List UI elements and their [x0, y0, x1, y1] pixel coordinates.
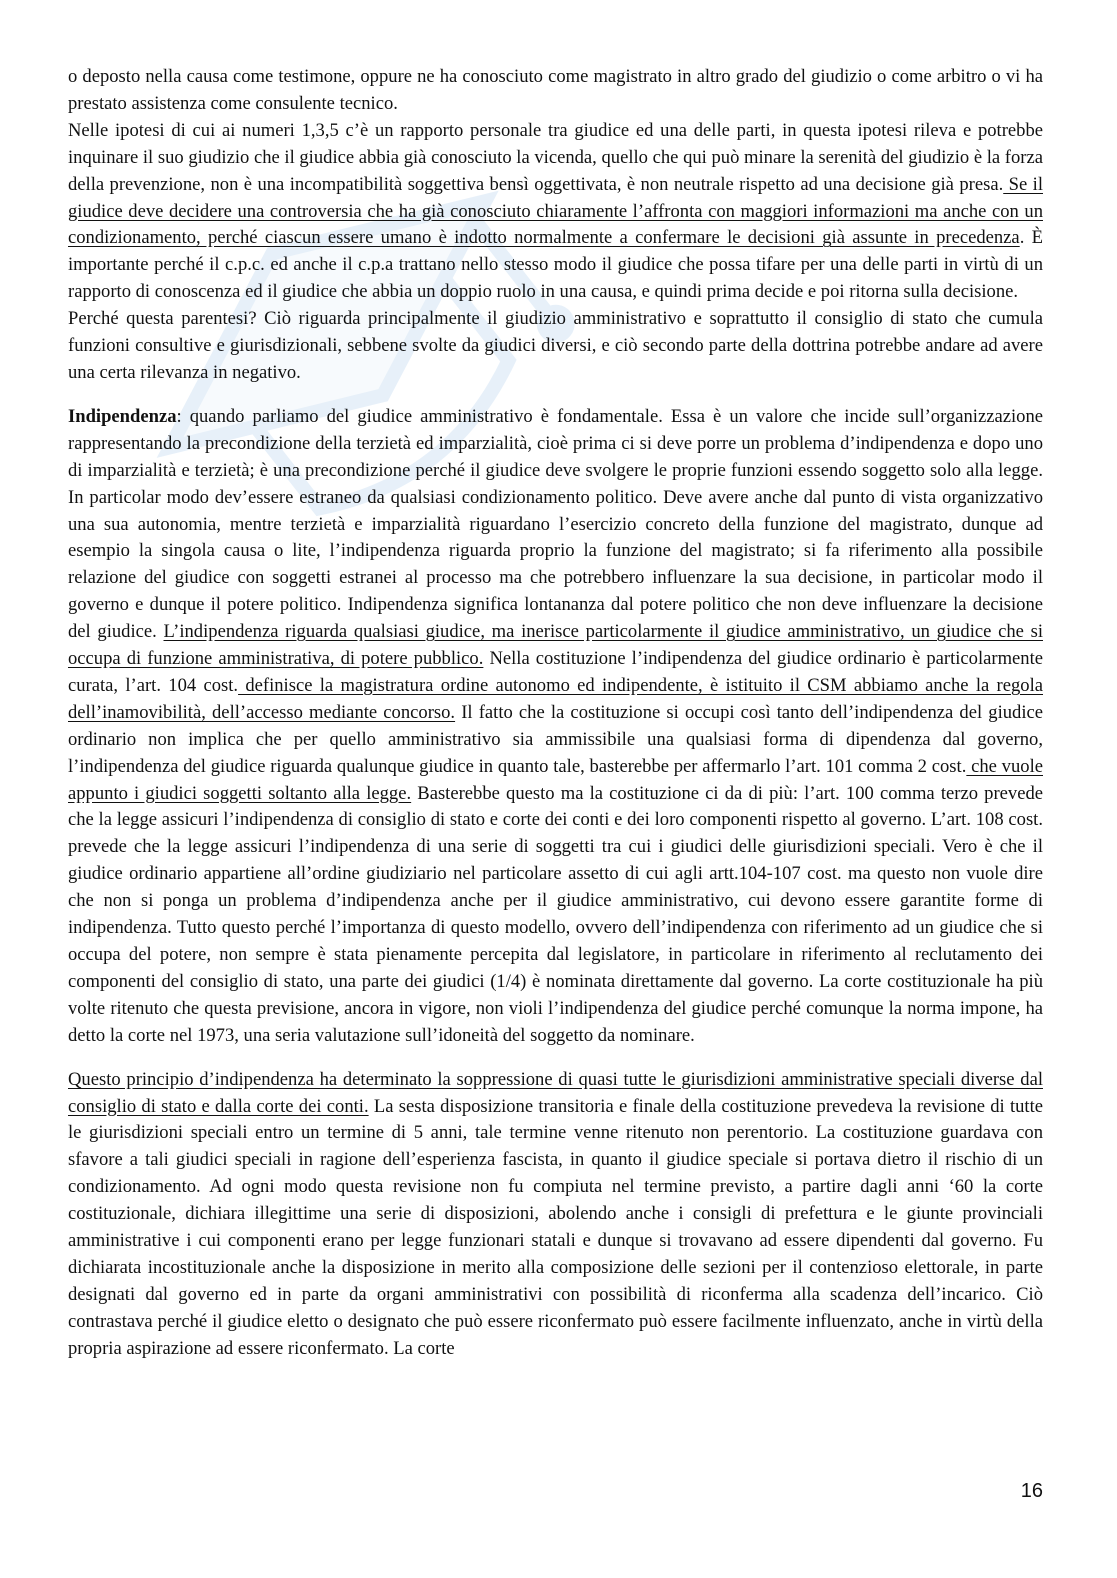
body-text: La sesta disposizione transitoria e finale della costituzione prevedeva la revisione di tutte le giurisdizioni speciali entro un termine di 5 anni, tale termine venne ritenuto non perentorio. La costituzione guardava con sfavore a tali giudici speciali in ragione dell’esperienza fascista, in quanto il giudice speciale si portava dietro il rischio di un condizionamento. Ad ogni modo questa revisione non fu compiuta nel termine previsto, a partire dagli anni ‘60 la corte costituzionale, dichiara illegittime una serie di disposizioni, abolendo anche i consigli di prefettura e le giunte provinciali amministrative i cui componenti erano per legge funzionari statali e dunque si trovavano ad essere dipendenti dal governo. Fu dichiarata incostituzionale anche la disposizione in merito alla composizione delle sezioni per il contenzioso elettorale, in parte designati dal governo ed in parte da organi amministrativi con possibilità di riconferma alla scadenza dell’incarico. Ciò contrastava perché il giudice eletto o designato che può essere riconfermato può essere facilmente influenzato, anche in virtù della propria aspirazione ad essere riconfermato. La corte: [68, 1095, 1044, 1359]
body-text: Perché questa parentesi? Ciò riguarda principalmente il giudizio amministrativo e soprattutto il consiglio di stato che cumula funzioni consultive e giurisdizionali, sebbene svolte da giudici diversi, e ciò secondo parte della dottrina potrebbe andare ad avere una certa rilevanza in negativo.: [68, 308, 1043, 383]
paragraph: [68, 1067, 1043, 1363]
paragraph: [68, 64, 1043, 118]
paragraph: [68, 306, 1043, 387]
body-text: : quando parliamo del giudice amministrativo è fondamentale. Essa è un valore che incide sull’organizzazione rappresentando la precondizione della terzietà ed imparzialità, cioè prima ci si deve porre un problema d’indipendenza e dopo uno di imparzialità e terzietà; è una precondizione perché il giudice deve svolgere le proprie funzioni essendo soggetto solo alla legge. In particolar modo dev’essere estraneo da qualsiasi condizionamento politico. Deve avere anche dal punto di vista organizzativo una sua autonomia, mentre terzietà e imparzialità riguardano l’esercizio concreto della funzione del magistrato, dunque ad esempio la singola causa o lite, l’indipendenza riguarda proprio la funzione del magistrato; si fa riferimento alla possibile relazione del giudice con soggetti estranei al processo ma che potrebbero influenzare la sua decisione, in particolar modo il governo e dunque il potere politico. Indipendenza significa lontananza dal potere politico che non deve influenzare la decisione del giudice.: [68, 405, 1043, 643]
body-text: . È importante perché il c.p.c. ed anche il c.p.a trattano nello stesso modo il giudice che possa tifare per una delle parti in virtù di un rapporto di conoscenza ed il giudice che abbia un doppio ruolo in una causa, e quindi prima decide e poi ritorna sulla decisione.: [68, 227, 1044, 303]
page-number: 16: [1020, 1480, 1043, 1502]
underlined-text: Se il giudice deve decidere una controversia che ha già conosciuto chiaramente l’affronta con maggiori informazioni ma anche con un condizionamento, perché ciascun essere umano è indotto normalmente a confermare le decisioni già assunte in precedenza: [68, 173, 1043, 249]
body-text: Nella costituzione l’indipendenza del giudice ordinario è particolarmente curata, l’art. 104 cost.: [68, 648, 1043, 696]
bold-heading-text: Indipendenza: [68, 405, 177, 427]
paragraph: [68, 404, 1043, 1050]
document-body: [68, 64, 1043, 1363]
underlined-text: L’indipendenza riguarda qualsiasi giudice, ma inerisce particolarmente il giudice amministrativo, un giudice che si occupa di funzione amministrativa, di potere pubblico.: [68, 621, 1043, 670]
body-text: Nelle ipotesi di cui ai numeri 1,3,5 c’è un rapporto personale tra giudice ed una delle parti, in questa ipotesi rileva e potrebbe inquinare il suo giudizio che il giudice abbia già conosciuto la vicenda, quello che qui può minare la serenità del giudizio è la forza della prevenzione, non è una incompatibilità soggettiva bensì oggettivata, è non neutrale rispetto ad una decisione già presa.: [68, 119, 1043, 195]
paragraph: [68, 118, 1043, 306]
body-text: o deposto nella causa come testimone, oppure ne ha conosciuto come magistrato in altro grado del giudizio o come arbitro o vi ha prestato assistenza come consulente tecnico.: [68, 66, 1043, 114]
underlined-text: che vuole appunto i giudici soggetti soltanto alla legge.: [68, 755, 1043, 804]
body-text: Basterebbe questo ma la costituzione ci da di più: l’art. 100 comma terzo prevede che la legge assicuri l’indipendenza di consiglio di stato e corte dei conti e dei loro componenti rispetto al governo. L’art. 108 cost. prevede che la legge assicuri l’indipendenza di una serie di soggetti tra cui i giudici delle giurisdizioni speciali. Vero è che il giudice ordinario appartiene all’ordine giudiziario nel particolare assetto di cui agli artt.104-107 cost. ma questo non vuole dire che non si ponga un problema d’indipendenza anche per il giudice amministrativo, cui devono essere garantite forme di indipendenza. Tutto questo perché l’importanza di questo modello, ovvero dell’indipendenza con riferimento ad un giudice che si occupa del potere, non sempre è stata pienamente percepita dal legislatore, in particolare in riferimento al reclutamento dei componenti del consiglio di stato, una parte dei giudici (1/4) è nominata direttamente dal governo. La corte costituzionale ha più volte ritenuto che questa previsione, ancora in vigore, non violi l’indipendenza del giudice perché comunque la norma impone, ha detto la corte nel 1973, una seria valutazione sull’idoneità del soggetto da nominare.: [68, 782, 1043, 1046]
body-text: Il fatto che la costituzione si occupi così tanto dell’indipendenza del giudice ordinario non implica che per quello amministrativo sia ammissibile una qualsiasi forma di dipendenza dal governo, l’indipendenza del giudice riguarda qualunque giudice in quanto tale, basterebbe per affermarlo l’art. 101 comma 2 cost.: [68, 701, 1044, 777]
underlined-text: definisce la magistratura ordine autonomo ed indipendente, è istituito il CSM abbiamo anche la regola dell’inamovibilità, dell’accesso mediante concorso.: [68, 674, 1043, 723]
underlined-text: Questo principio d’indipendenza ha determinato la soppressione di quasi tutte le giurisdizioni amministrative speciali diverse dal consiglio di stato e dalla corte dei conti.: [68, 1068, 1043, 1117]
